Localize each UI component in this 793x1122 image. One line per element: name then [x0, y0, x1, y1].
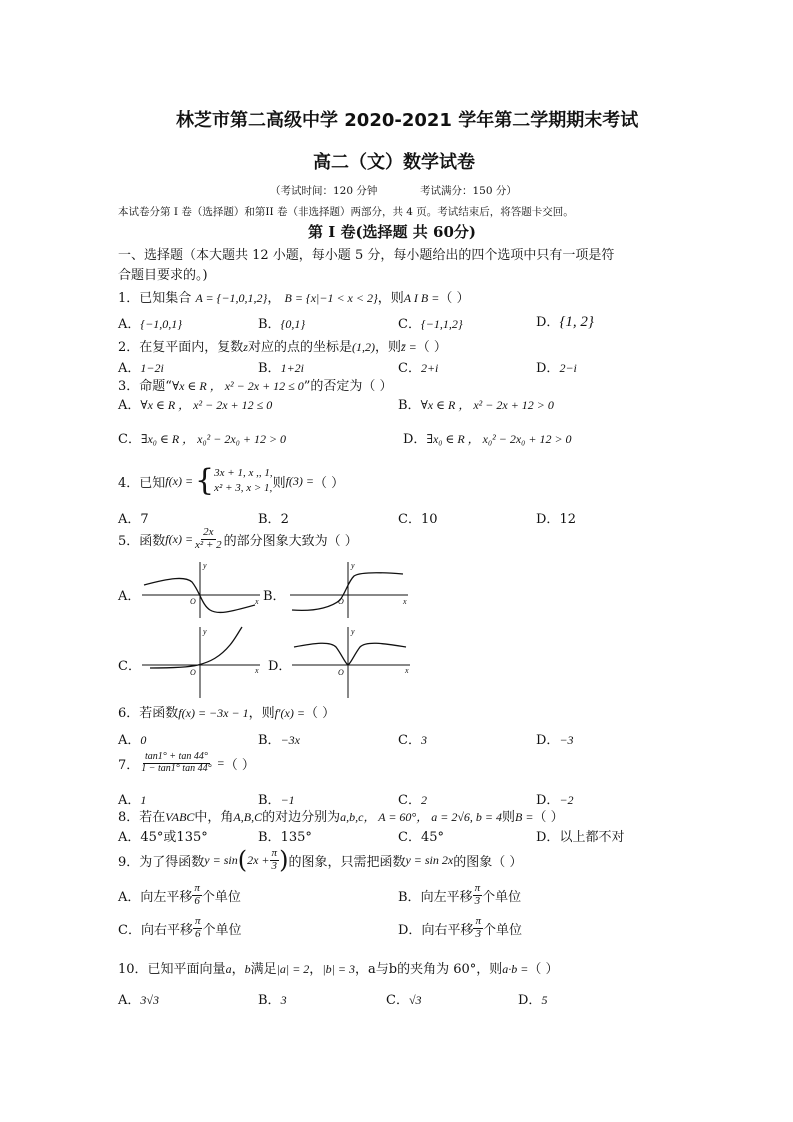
q8-number: 8． — [118, 810, 140, 825]
q10-number: 10． — [118, 962, 148, 977]
option-label: C． — [118, 922, 141, 938]
q8-text: 若在 — [139, 810, 166, 825]
q10-option-d[interactable] — [518, 989, 547, 1008]
frac-num: π — [194, 882, 200, 894]
frac-den: 6 — [194, 927, 201, 940]
q9-option-c[interactable] — [118, 916, 242, 940]
option-label: C． — [398, 830, 421, 845]
section-heading-line1: 一、选择题（本大题共 12 小题，每小题 5 分，每小题给出的四个选项中只有一项是符 — [118, 248, 615, 263]
frac-den: 3 — [475, 927, 481, 940]
option-text: 1+2i — [280, 361, 304, 375]
option-label: D． — [536, 512, 560, 527]
q4-option-c[interactable] — [398, 508, 438, 527]
q9-expr1: y = sin — [204, 852, 238, 867]
q1-text: 已知集合 — [139, 291, 192, 306]
q4-tail: 则 — [272, 475, 286, 491]
q1-option-b[interactable] — [258, 313, 305, 332]
q10-option-a[interactable] — [118, 989, 159, 1008]
q4-paren: （ ） — [314, 475, 345, 491]
q8-condition: ， A = 60°， a = 2√6, b = 4 — [363, 810, 503, 824]
option-label: A． — [118, 361, 141, 376]
q6-option-a[interactable] — [118, 729, 146, 748]
q10-option-b[interactable] — [258, 989, 287, 1008]
option-text: 135° — [280, 830, 312, 845]
q5-text: 函数 — [139, 533, 166, 549]
q5-fx: f(x) = — [165, 531, 194, 546]
q10-abs-a: |a| = 2 — [276, 962, 310, 976]
q10-cond: 满足 — [250, 962, 277, 977]
option-text: 3√3 — [140, 993, 159, 1007]
q3-option-a[interactable] — [118, 394, 272, 413]
option-text: {−1,0,1} — [140, 317, 183, 331]
option-text: 0 — [140, 733, 147, 747]
q9-pi: π — [271, 847, 278, 859]
question-1 — [118, 287, 469, 306]
option-text: {1, 2} — [559, 314, 594, 330]
option-text: 10 — [420, 512, 438, 527]
option-label: A． — [118, 793, 141, 808]
q9-text: 为了得函数 — [139, 854, 205, 870]
curve — [294, 643, 406, 665]
origin-label: O — [190, 668, 196, 677]
option-label: A． — [118, 993, 141, 1008]
x-label: x — [403, 597, 407, 606]
q6-option-b[interactable] — [258, 729, 300, 748]
option-label: A． — [118, 589, 141, 604]
option-label: B． — [258, 512, 281, 527]
option-text: {−1,1,2} — [420, 317, 463, 331]
q6-paren: （ ） — [304, 706, 336, 721]
q1-option-d[interactable] — [536, 311, 594, 331]
q10-vec-a: a — [225, 962, 232, 976]
q8-option-d[interactable] — [536, 826, 624, 845]
q9-expr2: y = sin 2x — [405, 852, 454, 867]
x-label: x — [405, 666, 409, 675]
option-text: −2 — [559, 793, 574, 807]
q10-abs-b: |b| = 3 — [322, 962, 356, 976]
q8-option-a[interactable] — [118, 826, 208, 845]
option-label: B． — [258, 733, 281, 748]
y-label: y — [203, 561, 207, 570]
exam-instructions: 本试卷分第 I 卷（选择题）和第II 卷（非选择题）两部分，共 4 页。考试结束后，将答题卡交回。 — [118, 206, 574, 218]
option-label: B． — [258, 793, 281, 808]
q4-case1: 3x + 1, x ,, 1, — [214, 467, 273, 480]
option-label: D． — [398, 922, 422, 938]
option-label: B． — [258, 317, 281, 332]
q10-text: 已知平面向量 — [147, 962, 226, 977]
option-label: D． — [536, 830, 560, 845]
q1-option-c[interactable] — [398, 313, 463, 332]
option-text: 2+i — [420, 361, 439, 375]
q8-option-c[interactable] — [398, 826, 444, 845]
option-label: C． — [398, 793, 421, 808]
q5-fraction — [193, 527, 224, 551]
curve — [150, 627, 242, 668]
q8-angles: A,B,C — [233, 810, 263, 824]
q8-expr: B = — [515, 810, 534, 824]
section-heading-line2: 合题目要求的。) — [118, 268, 208, 283]
q10-comma: ， — [231, 962, 245, 977]
option-text: −3x — [280, 733, 300, 747]
q9-option-a[interactable] — [118, 883, 241, 907]
q8-sides: a,b,c — [340, 810, 364, 824]
q1-expr: A I B = — [403, 291, 440, 305]
option-label: A． — [118, 830, 141, 845]
q1-option-a[interactable] — [118, 313, 182, 332]
q6-option-d[interactable] — [536, 729, 574, 748]
option-text: 3 — [280, 993, 287, 1007]
option-text: −1 — [280, 793, 295, 807]
q5-graph-b — [288, 560, 413, 620]
q9-three: 3 — [271, 859, 278, 872]
option-fraction — [473, 916, 483, 940]
option-label: C． — [386, 993, 409, 1008]
q7-paren: （ ） — [224, 757, 255, 773]
q6-text: 若函数 — [139, 706, 179, 721]
volume-title: 第 I 卷(选择题 共 60分) — [308, 223, 476, 241]
option-text: 1 — [140, 793, 147, 807]
q4-case2: x² + 3, x > 1, — [214, 482, 273, 494]
q8-mid: 中，角 — [194, 810, 234, 825]
option-label: C． — [398, 361, 421, 376]
option-label: D． — [268, 659, 292, 674]
q4-piecewise — [214, 466, 272, 496]
q3-expr: ∀x ∈ R ， x² − 2x + 12 ≤ 0 — [171, 379, 304, 393]
q4-option-b[interactable] — [258, 508, 289, 527]
question-10 — [118, 958, 559, 977]
option-label: B． — [398, 398, 421, 413]
q1-set-b: B = {x|−1 < x < 2} — [284, 291, 378, 305]
origin-label: O — [338, 597, 344, 606]
option-text: 45°或135° — [140, 830, 208, 845]
q6-tail: ，则 — [248, 706, 275, 721]
q7-numerator: tan1° + tan 44° — [145, 751, 208, 762]
q4-text: 已知 — [139, 475, 166, 491]
q2-option-d[interactable] — [536, 357, 577, 376]
q4-expr: f(3) = — [285, 473, 315, 488]
q2-expr: z̄ = — [401, 340, 417, 354]
frac-num: π — [474, 882, 481, 894]
y-label: y — [203, 627, 207, 636]
option-label: D． — [536, 315, 560, 330]
frac-num: π — [475, 915, 481, 927]
y-label: y — [351, 627, 355, 636]
q5-denominator: x² + 2 — [195, 538, 222, 551]
option-label: C． — [398, 317, 421, 332]
option-label: A． — [118, 317, 141, 332]
origin-label: O — [190, 597, 196, 606]
option-label: A． — [118, 733, 141, 748]
q2-var: z — [243, 340, 248, 354]
q2-paren: （ ） — [416, 340, 447, 355]
option-post: 个单位 — [482, 889, 522, 905]
q9-left-paren: ( — [237, 846, 248, 875]
option-label: A． — [118, 512, 141, 527]
option-label: B． — [263, 589, 286, 604]
q10-vec-b: b — [244, 962, 251, 976]
q6-option-c[interactable] — [398, 729, 427, 748]
q2-option-a[interactable] — [118, 357, 164, 376]
q2-option-c[interactable] — [398, 357, 438, 376]
option-label: C． — [398, 512, 421, 527]
option-label: D． — [536, 793, 560, 808]
q9-option-d[interactable] — [398, 916, 522, 940]
q4-fx: f(x) = — [165, 473, 194, 488]
option-label: A． — [118, 398, 141, 413]
question-3 — [118, 375, 393, 394]
exam-title: 林芝市第二高级中学 2020-2021 学年第二学期期末考试 — [176, 110, 639, 131]
option-pre: 向左平移 — [420, 889, 473, 905]
option-text: ∀x ∈ R ， x² − 2x + 12 > 0 — [420, 398, 554, 412]
q3-option-b[interactable] — [398, 394, 554, 413]
option-label: B． — [398, 889, 421, 905]
question-6 — [118, 702, 335, 721]
option-text: 1−2i — [140, 361, 164, 375]
q4-option-d[interactable] — [536, 508, 576, 527]
q8-mid2: 的对边分别为 — [262, 810, 341, 825]
option-post: 个单位 — [201, 889, 241, 905]
option-text: ∃x₀ ∈ R ， x₀² − 2x₀ + 12 > 0 — [426, 432, 572, 446]
exam-score: 考试满分：150 分） — [420, 185, 517, 197]
option-label: B． — [258, 993, 281, 1008]
option-text: 12 — [559, 512, 576, 527]
q6-number: 6． — [118, 706, 140, 721]
option-label: D． — [518, 993, 542, 1008]
q9-number: 9． — [118, 854, 140, 870]
option-text: 2−i — [559, 361, 577, 375]
frac-den: 3 — [474, 894, 481, 907]
question-4 — [118, 463, 345, 498]
q9-option-b[interactable] — [398, 883, 521, 907]
q2-text: 在复平面内，复数 — [139, 340, 244, 355]
option-text: 5 — [541, 993, 548, 1007]
q6-deriv: f′(x) = — [274, 706, 305, 720]
q9-mid: 的图象，只需把函数 — [288, 854, 406, 870]
q5-option-d[interactable] — [268, 655, 291, 674]
q4-option-a[interactable] — [118, 508, 149, 527]
origin-label: O — [338, 668, 344, 677]
q10-option-c[interactable] — [386, 989, 422, 1008]
exam-subtitle: 高二（文）数学试卷 — [313, 152, 475, 173]
option-label: A． — [118, 889, 141, 905]
q5-numerator: 2x — [203, 526, 214, 538]
option-label: B． — [258, 830, 281, 845]
frac-den: 6 — [194, 894, 200, 907]
x-label: x — [255, 597, 259, 606]
option-text: 2 — [420, 793, 427, 807]
question-7 — [118, 752, 255, 774]
q8-paren: （ ） — [533, 810, 564, 825]
question-8 — [118, 806, 564, 825]
option-text: 7 — [140, 512, 149, 527]
option-text: 3 — [420, 733, 427, 747]
q4-number: 4． — [118, 475, 140, 491]
q1-set-a: A = {−1,0,1,2} — [195, 291, 268, 305]
option-fraction — [192, 883, 202, 907]
option-text: 2 — [280, 512, 289, 527]
option-text: −3 — [559, 733, 574, 747]
y-label: y — [351, 561, 355, 570]
option-label: D． — [403, 432, 427, 447]
q3-tail: ”的否定为（ ） — [303, 379, 393, 394]
q2-number: 2． — [118, 340, 140, 355]
option-label: D． — [536, 361, 560, 376]
question-2 — [118, 336, 447, 355]
q9-fraction — [270, 848, 280, 872]
option-label: C． — [118, 432, 141, 447]
q4-piecewise-brace: { — [195, 463, 215, 498]
q8-triangle: VABC — [165, 810, 195, 824]
option-fraction — [193, 916, 203, 940]
q9-tail: 的图象（ ） — [453, 854, 523, 870]
q8-option-b[interactable] — [258, 826, 312, 845]
q6-expr: f(x) = −3x − 1 — [178, 706, 249, 720]
q2-option-b[interactable] — [258, 357, 304, 376]
q5-option-a[interactable] — [118, 585, 140, 604]
option-label: B． — [258, 361, 281, 376]
q3-number: 3． — [118, 379, 140, 394]
q7-fraction — [139, 752, 213, 774]
option-text: √3 — [408, 993, 422, 1007]
q1-number: 1． — [118, 291, 140, 306]
frac-num: π — [194, 915, 201, 927]
option-label: C． — [398, 733, 421, 748]
q10-paren: （ ） — [528, 962, 559, 977]
q5-number: 5． — [118, 533, 140, 549]
q10-dot: a·b = — [502, 962, 529, 976]
q3-option-c[interactable] — [118, 428, 286, 447]
q5-graph-c — [140, 625, 265, 700]
option-text: 45° — [420, 830, 444, 845]
q2-mid: 对应的点的坐标是 — [247, 340, 352, 355]
q9-inner: 2x + — [247, 852, 270, 867]
q3-text: 命题“ — [139, 379, 172, 394]
option-post: 个单位 — [482, 922, 522, 938]
q9-right-paren: ) — [279, 846, 289, 875]
option-post: 个单位 — [202, 922, 242, 938]
q1-paren: （ ） — [439, 291, 470, 306]
option-fraction — [473, 883, 483, 907]
q7-number: 7． — [118, 757, 140, 773]
q5-tail: 的部分图象大致为（ ） — [223, 533, 358, 549]
question-9 — [118, 846, 523, 875]
q10-sep2: ， — [355, 962, 369, 977]
q10-relation: a与b的夹角为 60°，则 — [368, 962, 503, 977]
q7-eq: = — [216, 755, 225, 770]
q5-graph-d — [290, 625, 415, 700]
q2-tail: ，则 — [374, 340, 401, 355]
q5-option-c[interactable] — [118, 655, 141, 674]
q10-sep: ， — [309, 962, 323, 977]
q2-point: (1,2) — [351, 340, 375, 354]
q8-tail: 则 — [502, 810, 516, 825]
option-pre: 向左平移 — [140, 889, 193, 905]
q1-tail: ，则 — [377, 291, 404, 306]
option-pre: 向右平移 — [421, 922, 474, 938]
exam-time: （考试时间：120 分钟 — [270, 185, 378, 197]
option-label: C． — [118, 659, 141, 674]
q7-denominator: 1 − tan1° tan 44° — [141, 762, 212, 774]
option-text: ∃x₀ ∈ R ， x₀² − 2x₀ + 12 > 0 — [140, 432, 287, 446]
q5-option-b[interactable] — [263, 585, 286, 604]
option-label: D． — [536, 733, 560, 748]
question-5 — [118, 527, 358, 551]
q1-sep: ， — [267, 291, 281, 306]
q3-option-d[interactable] — [403, 428, 572, 447]
q5-graph-a — [140, 560, 265, 620]
option-text: ∀x ∈ R ， x² − 2x + 12 ≤ 0 — [140, 398, 273, 412]
x-label: x — [255, 666, 259, 675]
option-pre: 向右平移 — [140, 922, 193, 938]
option-text: {0,1} — [280, 317, 306, 331]
option-text: 以上都不对 — [559, 830, 625, 845]
